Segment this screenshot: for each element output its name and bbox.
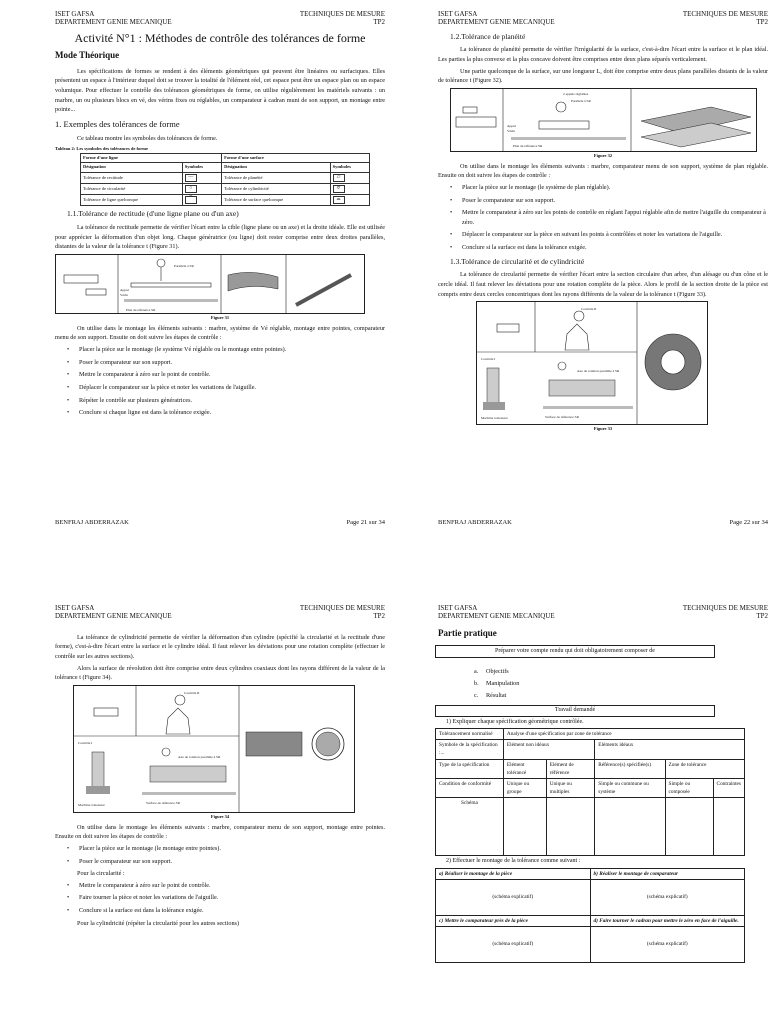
subsection-1-1: 1.1.Tolérance de rectitude (d'une ligne plane ou d'un axe) bbox=[67, 209, 239, 219]
steps-list-circularity bbox=[55, 881, 385, 916]
flatness-icon: ▱ bbox=[333, 174, 345, 182]
table-head-line: Forme d'une ligne bbox=[81, 153, 222, 163]
page-number: Page 22 sur 34 bbox=[729, 519, 768, 526]
list-item-label: Résultat bbox=[486, 691, 507, 699]
table-cell: Elément tolérancé bbox=[503, 759, 546, 778]
steps-list bbox=[55, 345, 385, 418]
cylindricity-label: Pour la cylindricité (répéter la circularité pour les autres sections) bbox=[77, 919, 240, 927]
header-department: DEPARTEMENT GENIE MECANIQUE bbox=[438, 18, 555, 27]
header-school: ISET GAFSA bbox=[55, 604, 95, 612]
fig-label: Parallèle à SR bbox=[571, 98, 591, 103]
line-profile-icon: ⌒ bbox=[185, 196, 197, 204]
figure-34 bbox=[73, 685, 355, 813]
setup-paragraph: On utilise dans le montage les éléments suivants : marbre, comparateur menu de son support, système de plan réglable. Ensuite on doit suivre les étapes de contrôle : bbox=[438, 162, 768, 180]
list-item: • Déplacer le comparateur sur la pièce et noter les variations de l'aiguille. bbox=[67, 383, 385, 393]
list-item: • Conclure si la surface est dans la tolérance exigée. bbox=[450, 243, 768, 253]
table-cell: Symbole de la spécification :... bbox=[436, 740, 504, 759]
table-cell bbox=[665, 798, 713, 856]
figure-32-caption: Figure 32 bbox=[593, 152, 613, 158]
table-cell: Tolérance de cylindricité bbox=[222, 184, 330, 195]
list-item bbox=[474, 678, 768, 690]
table-cell: Tolérance de ligne quelconque bbox=[81, 195, 183, 206]
practical-title: Partie pratique bbox=[438, 627, 497, 638]
figure-32-drawing bbox=[451, 89, 756, 151]
mode-heading: Mode Théorique bbox=[55, 49, 120, 60]
fig-label: Appui bbox=[507, 123, 516, 128]
table-cell: Tolérance de surface quelconque bbox=[222, 195, 330, 206]
table-cell: Schéma bbox=[436, 798, 504, 856]
header-tp: TP2 bbox=[756, 18, 768, 27]
fig-label: Contrôle II bbox=[184, 690, 200, 695]
fig-label: Appui bbox=[120, 287, 129, 292]
table-cell: Type de la spécification bbox=[436, 759, 504, 778]
steps-list bbox=[55, 844, 385, 866]
fig-label: Plan de référence SR bbox=[513, 143, 543, 148]
steps-list bbox=[438, 183, 768, 253]
table-cell: a) Réaliser le montage de la pièce bbox=[436, 868, 591, 879]
table-cell: Contraintes bbox=[713, 778, 744, 797]
list-item: • Conclure si chaque ligne est dans la tolérance exigée. bbox=[67, 408, 385, 418]
fig-label: Machine à mesurer bbox=[481, 416, 508, 421]
table-cell: Tolérance de circularité bbox=[81, 184, 183, 195]
table-cell: Tolérancement normalisé bbox=[436, 728, 504, 739]
figure-33 bbox=[476, 301, 708, 425]
figure-34-drawing bbox=[74, 686, 354, 812]
page-header bbox=[55, 10, 385, 27]
table-cell: (schéma explicatif) bbox=[436, 879, 591, 915]
cylindricity-paragraph: La tolérance de cylindricité permette de vérifier la déformation d'un cylindre (spécifié la circularité et la rectitude d'une forme), c'est-à-dire l'écart entre la surface et le cylindre idéal. Il faut relever les déviations pour une rotation complète (effectuer le contrôle sur les autres sections). bbox=[55, 633, 385, 660]
table-cell: Référence(s) spécifiée(s) bbox=[595, 759, 665, 778]
fig-label: 2 appuis réglables bbox=[563, 91, 589, 96]
table-cell: Unique ou multiples bbox=[546, 778, 595, 797]
col-designation: Désignation bbox=[222, 163, 330, 173]
list-item: • Conclure si la surface est dans la tolérance exigée. bbox=[67, 906, 385, 916]
setup-table bbox=[435, 868, 745, 963]
table-cell: Condition de conformité bbox=[436, 778, 504, 797]
fig-label: Plan de référence SR bbox=[126, 307, 156, 312]
table-row bbox=[81, 173, 370, 184]
flatness-paragraph: La tolérance de planéité permette de vérifier l'irrégularité de la surface, c'est-à-dire l'écart entre la surface et le plan idéal. Les parties la plus convexe et la plus concave doivent être comprises entre deux plans séparés verticalement. bbox=[438, 46, 768, 64]
list-item: • Poser le comparateur sur son support. bbox=[67, 857, 385, 867]
header-course: TECHNIQUES DE MESURE bbox=[682, 10, 768, 18]
list-item: • Placer la pièce sur le montage (le système de plan réglable). bbox=[450, 183, 768, 193]
figure-31 bbox=[55, 254, 365, 314]
fig-label: Machine à mesurer bbox=[78, 802, 105, 807]
page-footer bbox=[438, 518, 768, 528]
fig-label: Vérin bbox=[120, 292, 128, 297]
list-mark: c. bbox=[474, 691, 479, 699]
page-22 bbox=[438, 10, 768, 526]
figure-33-drawing bbox=[477, 302, 707, 424]
fig-label: Contrôle II bbox=[581, 307, 597, 312]
report-box: Préparer votre compte rendu qui doit obligatoirement composer de bbox=[435, 645, 715, 658]
table-cell: (schéma explicatif) bbox=[590, 927, 745, 963]
table-cell: Zone de tolérance bbox=[665, 759, 745, 778]
list-mark: a. bbox=[474, 668, 479, 676]
straightness-paragraph: La tolérance de rectitude permette de vérifier l'écart entre la cible (ligne plane ou un axe) et la droite idéale. Elle est utilisée pour apprécier la déformation d'un objet long. Chaque génératrice (ou ligne) doit rester comprise entre deux droites parallèles, distantes de la valeur de la tolérance t (Figure 31). bbox=[55, 224, 385, 251]
page-24 bbox=[438, 604, 768, 963]
fig-label: Parallèle à SR bbox=[174, 263, 194, 268]
specification-table bbox=[435, 728, 745, 856]
circularity-label: Pour la circularité : bbox=[77, 870, 125, 878]
table-row bbox=[81, 195, 370, 206]
list-item bbox=[474, 690, 768, 702]
header-course: TECHNIQUES DE MESURE bbox=[299, 604, 385, 612]
table-cell: c) Mettre le comparateur près de la pièce bbox=[436, 915, 591, 926]
intro-paragraph: Les spécifications de formes se rendent à des éléments géométriques qui peuvent être linéaires ou surfaciques. Elles présentent un espace à l'intérieur duquel doit se trouver la totalité de l'élément réel, cet espace peut être un espace plan ou un espace volumique. Pour effectuer le contrôle des tolérances géométriques de forme, on utilise régulièrement les matériels suivants : un marbre, un ou plusieurs blocs en vé, des vérins fixes ou réglables, un comparateur à cadran muni de son support, un montage entre pointe... bbox=[55, 67, 385, 114]
list-item: • Répéter le contrôle sur plusieurs génératrices. bbox=[67, 396, 385, 406]
list-item-label: Manipulation bbox=[486, 679, 520, 687]
table-head-surface: Forme d'une surface bbox=[222, 153, 370, 163]
page-number: Page 21 sur 34 bbox=[346, 519, 385, 526]
header-department: DEPARTEMENT GENIE MECANIQUE bbox=[55, 612, 172, 621]
activity-title: Activité N°1 : Méthodes de contrôle des tolérances de forme bbox=[74, 30, 366, 45]
page-footer bbox=[55, 518, 385, 528]
table-intro: Ce tableau montre les symboles des tolérances de forme. bbox=[77, 134, 218, 142]
table-cell: Eléments idéaux bbox=[595, 740, 745, 759]
page-header bbox=[438, 10, 768, 27]
surface-profile-icon: ⌓ bbox=[333, 196, 345, 204]
list-item: • Poser le comparateur sur son support. bbox=[67, 358, 385, 368]
fig-label: Vérin bbox=[507, 128, 515, 133]
figure-33-caption: Figure 33 bbox=[593, 426, 613, 432]
circularity-icon: ○ bbox=[185, 185, 197, 193]
table-cell bbox=[713, 798, 744, 856]
fig-label: Surface de référence SR bbox=[545, 415, 579, 420]
table-cell: Elément non idéaux bbox=[503, 740, 594, 759]
figure-32 bbox=[450, 88, 757, 152]
table-caption: Tableau 2: Les symboles des tolérances de forme bbox=[55, 145, 148, 151]
header-tp: TP2 bbox=[373, 612, 385, 621]
cylindricity-paragraph-2: Alors la surface de révolution doit être comprise entre deux cylindres coaxiaux dont les rayons différent de la valeur de la tolérance t (Figure 34). bbox=[55, 664, 385, 682]
subsection-1-2: 1.2.Tolérance de planéité bbox=[450, 31, 526, 41]
setup-paragraph: On utilise dans le montage les éléments suivants : marbre, système de Vé réglable, montage entre pointes, comparateur menu de son support. Ensuite on doit suivre les étapes de contrôle : bbox=[55, 324, 385, 342]
author: BENFRAJ ABDERRAZAK bbox=[438, 519, 512, 526]
list-item: • Faire tourner la pièce et noter les variations de l'aiguille. bbox=[67, 893, 385, 903]
header-department: DEPARTEMENT GENIE MECANIQUE bbox=[55, 18, 172, 27]
symbols-table bbox=[80, 153, 370, 207]
table-cell bbox=[503, 798, 546, 856]
list-item: • Mettre le comparateur à zéro sur les points de contrôle en réglant l'appui réglable afin de mettre l'aiguille du comparateur à zéro. bbox=[450, 208, 768, 227]
list-item bbox=[474, 666, 768, 678]
page-header bbox=[438, 604, 768, 621]
list-item: • Mettre le comparateur à zéro sur le point de contrôle. bbox=[67, 881, 385, 891]
table-cell: (schéma explicatif) bbox=[590, 879, 745, 915]
header-department: DEPARTEMENT GENIE MECANIQUE bbox=[438, 612, 555, 621]
table-cell: Simple ou commune ou système bbox=[595, 778, 665, 797]
cylindricity-icon: ⌭ bbox=[333, 185, 345, 193]
table-cell: Simple ou composée bbox=[665, 778, 713, 797]
list-item: • Poser le comparateur sur son support. bbox=[450, 196, 768, 206]
table-cell: Tolérance de planéité bbox=[222, 173, 330, 184]
list-item: • Mettre le comparateur à zéro sur le point de contrôle. bbox=[67, 370, 385, 380]
col-designation: Désignation bbox=[81, 163, 183, 173]
fig-label: Contrôle I bbox=[481, 357, 496, 362]
col-symbols: Symboles bbox=[330, 163, 369, 173]
page-header bbox=[55, 604, 385, 621]
figure-31-drawing bbox=[56, 255, 364, 313]
page-21 bbox=[55, 10, 385, 526]
report-list bbox=[474, 666, 768, 701]
header-school: ISET GAFSA bbox=[438, 604, 478, 612]
list-mark: b. bbox=[474, 679, 479, 687]
table-cell: (schéma explicatif) bbox=[436, 927, 591, 963]
fig-label: Axe de rotation parallèle à SR bbox=[178, 754, 221, 759]
fig-label: Surface de référence SR bbox=[146, 800, 180, 805]
list-item: • Déplacer le comparateur sur la pièce en suivant les points à contrôlées et noter les variations de l'aiguille. bbox=[450, 230, 768, 240]
author: BENFRAJ ABDERRAZAK bbox=[55, 519, 129, 526]
header-tp: TP2 bbox=[756, 612, 768, 621]
figure-31-caption: Figure 31 bbox=[210, 314, 230, 320]
work-title: Travail demandé bbox=[435, 705, 715, 716]
header-course: TECHNIQUES DE MESURE bbox=[682, 604, 768, 612]
table-cell bbox=[546, 798, 595, 856]
table-cell: Unique ou groupe bbox=[503, 778, 546, 797]
header-tp: TP2 bbox=[373, 18, 385, 27]
page-23 bbox=[55, 604, 385, 930]
table-cell bbox=[595, 798, 665, 856]
table-cell: d) Faire tourner le cadran pour mettre le zéro en face de l'aiguille. bbox=[590, 915, 745, 926]
setup-paragraph: On utilise dans le montage les éléments suivants : marbre, comparateur menu de son support, montage entre pointes. Ensuite on doit suivre les étapes de contrôle : bbox=[55, 823, 385, 841]
fig-label: Axe de rotation parallèle à SR bbox=[577, 369, 620, 374]
straightness-icon: — bbox=[185, 174, 197, 182]
table-cell: Analyse d'une spécification par zone de tolérance bbox=[503, 728, 744, 739]
header-course: TECHNIQUES DE MESURE bbox=[299, 10, 385, 18]
table-row bbox=[81, 184, 370, 195]
figure-34-caption: Figure 34 bbox=[210, 813, 230, 819]
fig-label: Contrôle I bbox=[78, 740, 93, 745]
list-item: • Placer la pièce sur le montage (le système Vé réglable ou le montage entre pointes). bbox=[67, 345, 385, 355]
flatness-paragraph-2: Une partie quelconque de la surface, sur une longueur L, doit être comprise entre deux plans parallèles distants de la valeur de tolérance t (Figure 32). bbox=[438, 67, 768, 85]
circularity-paragraph: La tolérance de circularité permette de vérifier l'écart entre la section circulaire d'un arbre, d'un alésage ou d'un cône et le cercle idéal. Il faut relever les déviations pour une rotation complète de la pièce. Alors le profil de la section droite de la pièce est compris entre deux cercles concentriques dont les rayons différents de la valeur de la tolérance t (Figure 33). bbox=[438, 271, 768, 298]
section-1-heading: 1. Exemples des tolérances de forme bbox=[55, 118, 180, 129]
table-cell: Tolérance de rectitude bbox=[81, 173, 183, 184]
subsection-1-3: 1.3.Tolérance de circularité et de cylindricité bbox=[450, 256, 585, 266]
table-cell: b) Réaliser le montage de comparateur bbox=[590, 868, 745, 879]
col-symbols: Symboles bbox=[182, 163, 221, 173]
question-2: 2) Effectuer le montage de la tolérance comme suivant : bbox=[446, 858, 581, 865]
list-item: • Placer la pièce sur le montage (le montage entre pointes). bbox=[67, 844, 385, 854]
header-school: ISET GAFSA bbox=[438, 10, 478, 18]
header-school: ISET GAFSA bbox=[55, 10, 95, 18]
question-1: 1) Expliquer chaque spécification géométrique contrôlée. bbox=[446, 718, 584, 725]
table-cell: Elément de référence bbox=[546, 759, 595, 778]
list-item-label: Objectifs bbox=[486, 668, 509, 676]
